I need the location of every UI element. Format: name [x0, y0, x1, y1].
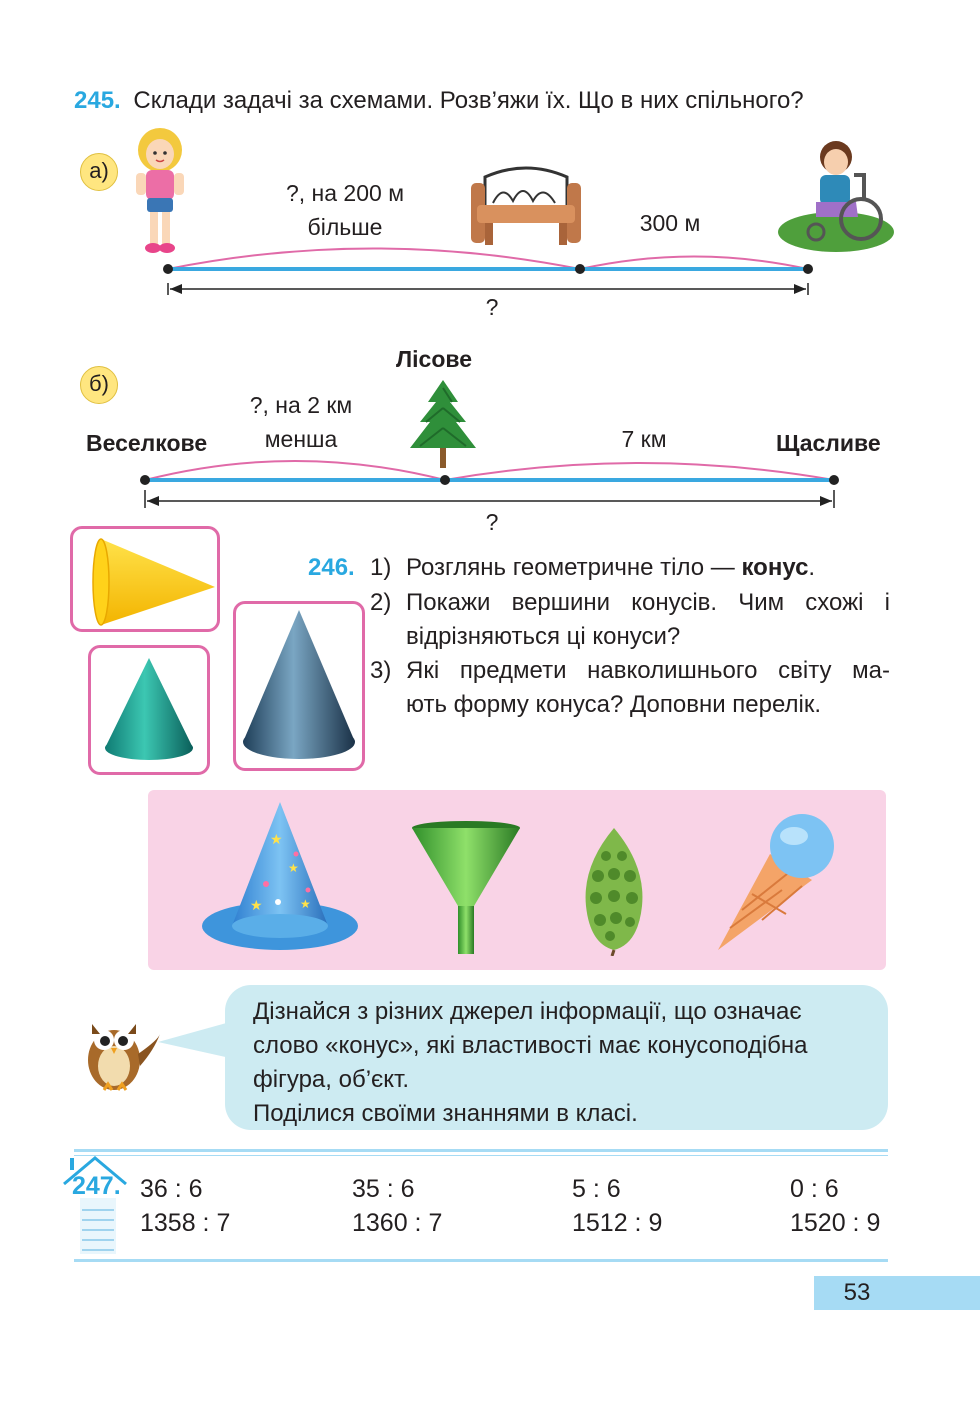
- task-246-item-1-bold: конус: [741, 554, 809, 581]
- task-247-expr: 5 : 6: [572, 1175, 621, 1203]
- task-247-expr: 36 : 6: [140, 1175, 203, 1203]
- task-246-item-1-end: .: [808, 554, 816, 581]
- task-247-top-rule-2: [74, 1155, 888, 1156]
- task-247-expr: 1512 : 9: [572, 1209, 663, 1237]
- info-bubble: [225, 985, 888, 1130]
- scheme-b-left-label: [196, 388, 406, 456]
- task-246-item-2-line1: Покажи вершини конусів. Чим схожі і: [406, 589, 890, 616]
- task-246-item-3-line2: ють форму конуса? Доповни перелік.: [406, 691, 822, 718]
- scheme-a-right-label: 300 м: [639, 210, 701, 236]
- cone-frame-teal: [88, 645, 210, 775]
- page-number-bar: [814, 1276, 980, 1310]
- task-246-item-3-number: 3): [370, 657, 392, 684]
- wheelchair-boy-illustration: [776, 137, 894, 255]
- task-246-item-2: [406, 586, 890, 654]
- scheme-a-left-label: [240, 176, 450, 244]
- bubble-line-2: слово «конус», які властивості має конусоподібна: [253, 1032, 808, 1059]
- task-247-expr: 0 : 6: [790, 1175, 839, 1203]
- task-246-item-2-number: 2): [370, 589, 392, 616]
- girl-illustration: [130, 128, 190, 258]
- task-247-col-3: [572, 1172, 662, 1240]
- scheme-a-total: ?: [485, 294, 499, 320]
- info-bubble-text: [253, 995, 883, 1131]
- task-247-top-rule: [74, 1149, 888, 1152]
- task-246-item-2-line2: відрізняються ці конуси?: [406, 623, 681, 650]
- task-247-expr: 1358 : 7: [140, 1209, 231, 1237]
- scheme-b-total: ?: [485, 509, 499, 535]
- bubble-line-1: Дізнайся з різних джерел інформації, що означає: [253, 998, 802, 1025]
- cone-teal: [91, 648, 207, 772]
- task-246-item-3: [406, 654, 890, 722]
- scheme-a-left-label-line1: ?, на 200 м: [285, 180, 405, 206]
- scheme-b-left-label-line1: ?, на 2 км: [249, 392, 353, 418]
- party-hat-icon: [200, 798, 360, 958]
- picture-strip: [148, 790, 886, 970]
- pine-cone-icon: [576, 826, 652, 956]
- task-246-item-1-text: Розглянь геометричне тіло —: [406, 554, 742, 581]
- scheme-b-right-label: 7 км: [621, 426, 667, 452]
- cone-yellow: [73, 529, 217, 629]
- bench-illustration: [463, 163, 589, 248]
- cone-frame-yellow: [70, 526, 220, 632]
- task-247-col-4: [790, 1172, 880, 1240]
- task-246-item-1-number: 1): [370, 554, 392, 581]
- task-245-text: Склади задачі за схемами. Розв’яжи їх. Що в них спільного?: [133, 87, 804, 114]
- task-247-col-2: [352, 1172, 442, 1240]
- task-247-expr: 1360 : 7: [352, 1209, 443, 1237]
- task-246-item-3-line1: Які предмети навколишнього світу ма-: [406, 657, 890, 684]
- svg-text:★: ★: [270, 831, 283, 847]
- task-247-number: 247.: [72, 1172, 121, 1200]
- bubble-tail: [158, 1020, 230, 1060]
- place-left: Веселкове: [86, 430, 208, 456]
- task-246: [308, 551, 892, 721]
- svg-text:★: ★: [288, 861, 299, 875]
- task-245-header: [74, 87, 804, 115]
- owl-icon: [78, 1010, 162, 1094]
- ice-cream-cone-icon: [712, 810, 840, 954]
- task-246-number: 246.: [308, 554, 355, 581]
- svg-text:★: ★: [250, 897, 263, 913]
- bubble-line-4: Поділися своїми знаннями в класі.: [253, 1100, 638, 1127]
- task-247-expr: 1520 : 9: [790, 1209, 881, 1237]
- task-246-items: [370, 551, 890, 721]
- task-245-number: 245.: [74, 87, 121, 114]
- place-middle: Лісове: [396, 346, 472, 372]
- badge-a: а): [80, 153, 118, 191]
- scheme-b-left-label-line2: менша: [264, 426, 338, 452]
- place-right: Щасливе: [776, 430, 881, 456]
- badge-b: б): [80, 366, 118, 404]
- task-247-expr: 35 : 6: [352, 1175, 415, 1203]
- funnel-icon: [410, 820, 522, 956]
- task-247-col-1: [140, 1172, 230, 1240]
- scheme-a-left-label-line2: більше: [307, 214, 383, 240]
- house-icon: [62, 1154, 128, 1258]
- task-246-item-1: [406, 551, 890, 585]
- svg-text:★: ★: [300, 897, 311, 911]
- bubble-line-3: фігура, об’єкт.: [253, 1066, 410, 1093]
- task-247-bottom-rule: [74, 1259, 888, 1262]
- page-number: 53: [843, 1279, 871, 1306]
